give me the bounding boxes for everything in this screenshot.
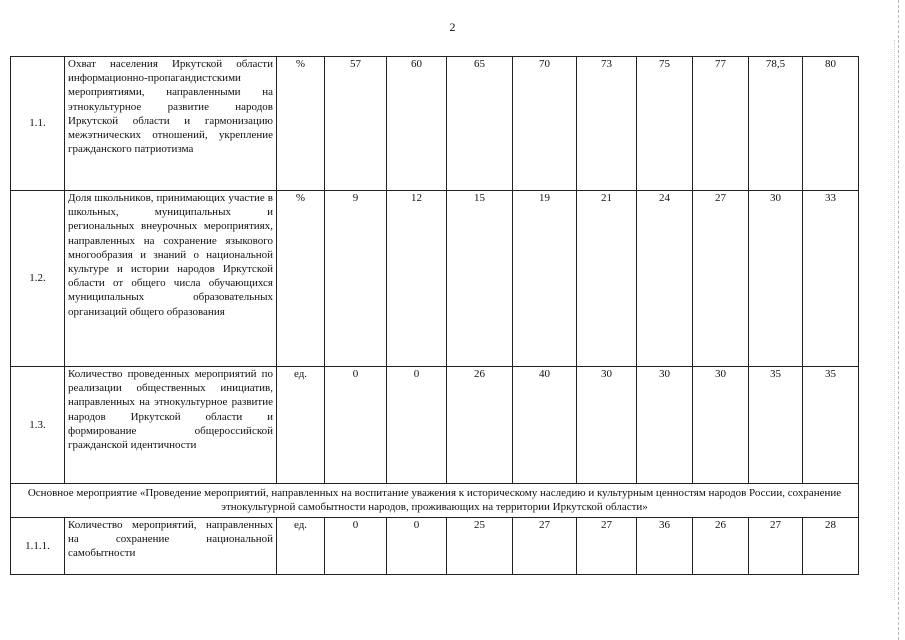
- value-cell: 26: [693, 518, 749, 575]
- value-cell: 36: [637, 518, 693, 575]
- value-cell: 15: [447, 191, 513, 367]
- value-cell: 30: [693, 367, 749, 484]
- value-cell: 9: [325, 191, 387, 367]
- indicators-table: [10, 56, 859, 575]
- table-row: [11, 57, 859, 191]
- value-cell: 57: [325, 57, 387, 191]
- value-cell: 33: [803, 191, 859, 367]
- indicator-name: Охват населения Иркутской области информационно-пропагандистскими мероприятиями, направленными на этнокультурное развитие народов Иркутской области и гармонизацию межэтнических отношений, укрепление гражданского патриотизма: [65, 57, 277, 191]
- value-cell: 70: [513, 57, 577, 191]
- value-cell: 78,5: [749, 57, 803, 191]
- table-row: [11, 518, 859, 575]
- indicator-name: Количество мероприятий, направленных на сохранение национальной самобытности: [65, 518, 277, 575]
- indicator-name: Количество проведенных мероприятий по реализации общественных инициатив, направленных на этнокультурное развитие народов Иркутской области и формирование общероссийской гражданской идентичности: [65, 367, 277, 484]
- value-cell: 27: [749, 518, 803, 575]
- indicator-name: Доля школьников, принимающих участие в школьных, муниципальных и региональных внеурочных мероприятиях, направленных на сохранение языкового многообразия и знаний о национальной культуре и истории народов Иркутской области от общего числа обучающихся муниципальных образовательных организаций общего образования: [65, 191, 277, 367]
- value-cell: 24: [637, 191, 693, 367]
- row-number: 1.2.: [11, 191, 65, 367]
- value-cell: 77: [693, 57, 749, 191]
- row-number: 1.1.: [11, 57, 65, 191]
- value-cell: 0: [387, 367, 447, 484]
- value-cell: 21: [577, 191, 637, 367]
- unit-cell: ед.: [277, 367, 325, 484]
- row-number: 1.1.1.: [11, 518, 65, 575]
- value-cell: 30: [749, 191, 803, 367]
- section-heading: Основное мероприятие «Проведение мероприятий, направленных на воспитание уважения к историческому наследию и культурным ценностям народов России, сохранение этнокультурной самобытности народов, проживающих на территории Иркутской области»: [11, 484, 859, 518]
- unit-cell: ед.: [277, 518, 325, 575]
- value-cell: 26: [447, 367, 513, 484]
- value-cell: 35: [749, 367, 803, 484]
- page-number: 2: [449, 20, 456, 34]
- table-row: [11, 191, 859, 367]
- value-cell: 27: [693, 191, 749, 367]
- section-row: [11, 484, 859, 518]
- value-cell: 65: [447, 57, 513, 191]
- value-cell: 75: [637, 57, 693, 191]
- value-cell: 80: [803, 57, 859, 191]
- table-row: [11, 367, 859, 484]
- value-cell: 0: [387, 518, 447, 575]
- scan-edge: [897, 0, 899, 640]
- value-cell: 27: [513, 518, 577, 575]
- value-cell: 73: [577, 57, 637, 191]
- value-cell: 28: [803, 518, 859, 575]
- value-cell: 30: [637, 367, 693, 484]
- value-cell: 30: [577, 367, 637, 484]
- value-cell: 12: [387, 191, 447, 367]
- value-cell: 0: [325, 367, 387, 484]
- value-cell: 35: [803, 367, 859, 484]
- unit-cell: %: [277, 57, 325, 191]
- value-cell: 60: [387, 57, 447, 191]
- value-cell: 19: [513, 191, 577, 367]
- unit-cell: %: [277, 191, 325, 367]
- scan-edge-secondary: [893, 40, 895, 600]
- value-cell: 40: [513, 367, 577, 484]
- value-cell: 0: [325, 518, 387, 575]
- value-cell: 25: [447, 518, 513, 575]
- value-cell: 27: [577, 518, 637, 575]
- row-number: 1.3.: [11, 367, 65, 484]
